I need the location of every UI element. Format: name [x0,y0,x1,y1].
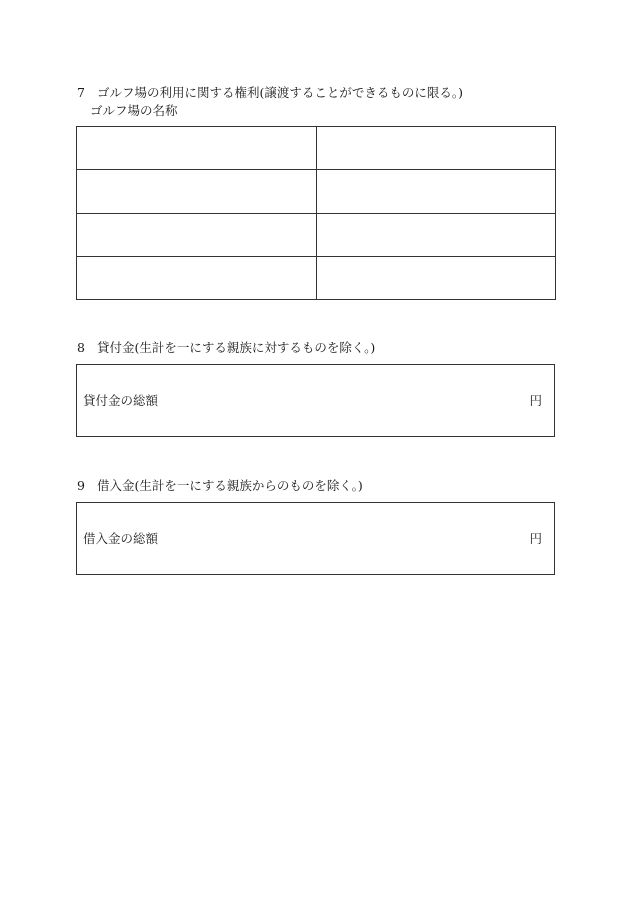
loan-total-label: 貸付金の総額 [83,393,159,408]
golf-course-detail-cell[interactable] [316,170,556,213]
loan-total-unit: 円 [529,393,542,408]
table-row [77,127,556,170]
golf-course-name-cell[interactable] [77,256,317,299]
golf-course-detail-cell[interactable] [316,213,556,256]
borrowing-total-box[interactable] [76,502,555,575]
section9-number: 9 [77,478,85,493]
borrowing-total-label: 借入金の総額 [83,531,159,546]
golf-course-name-label: ゴルフ場の名称 [90,103,178,118]
table-row [77,213,556,256]
section9-heading [77,478,363,494]
section8-number: 8 [77,340,85,355]
section7-title: ゴルフ場の利用に関する権利(譲渡することができるものに限る。) [97,85,464,100]
section9-title: 借入金(生計を一にする親族からのものを除く。) [97,478,363,493]
golf-course-detail-cell[interactable] [316,256,556,299]
golf-course-name-cell[interactable] [77,213,317,256]
golf-course-name-cell[interactable] [77,170,317,213]
golf-course-detail-cell[interactable] [316,127,556,170]
table-row [77,256,556,299]
section7-heading [77,85,463,101]
section7-number: 7 [77,85,85,100]
section8-title: 貸付金(生計を一にする親族に対するものを除く。) [97,340,376,355]
golf-course-table [76,126,556,300]
section8-heading [77,340,375,356]
table-row [77,170,556,213]
golf-course-name-cell[interactable] [77,127,317,170]
borrowing-total-unit: 円 [529,531,542,546]
loan-total-box[interactable] [76,364,555,437]
